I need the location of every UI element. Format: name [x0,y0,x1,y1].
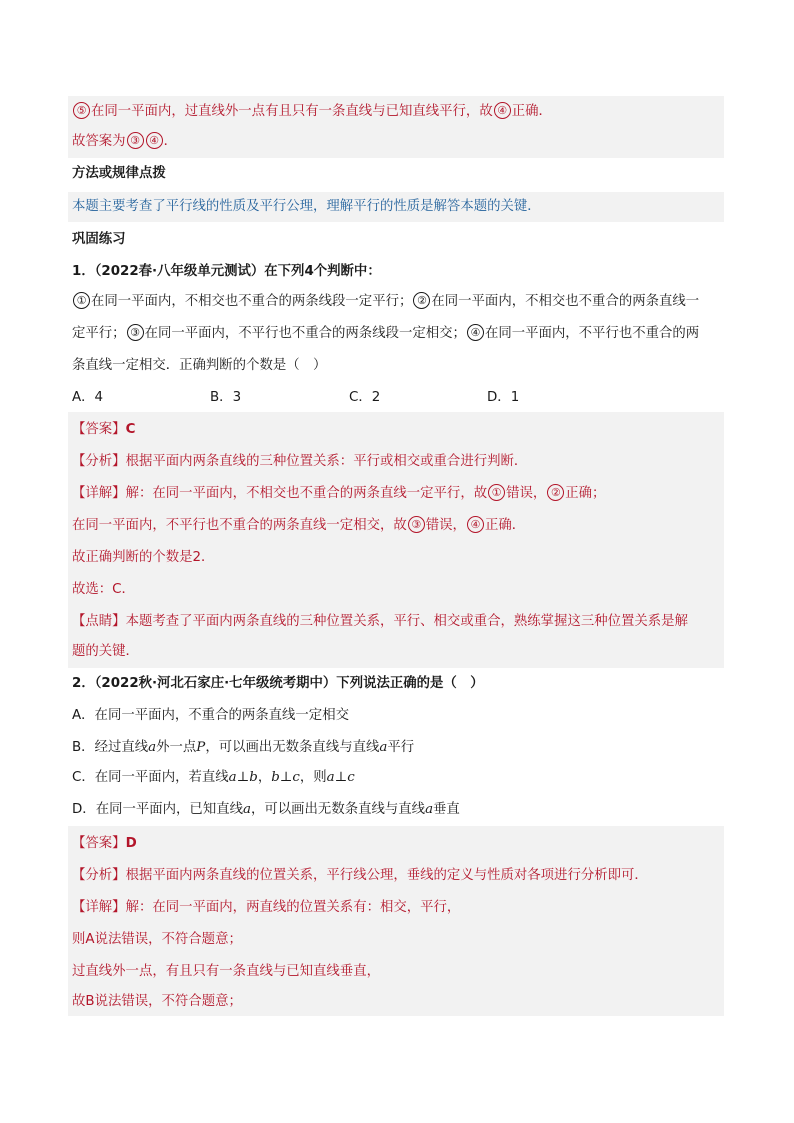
q2-option-c: C．在同一平面内，若直线a⊥b，b⊥c，则a⊥c [72,770,355,785]
method-heading: 方法或规律点拨 [72,166,166,181]
circled-number: ⑤ [73,102,90,119]
q2-detail-line-2: 则A说法错误，不符合题意； [72,932,242,947]
q1-analysis: 【分析】根据平面内两条直线的三种位置关系：平行或相交或重合进行判断． [72,454,528,469]
circled-number: ① [73,292,90,309]
q2-solution-block [68,826,724,1016]
q2-detail-line-3: 过直线外一点，有且只有一条直线与已知直线垂直， [72,964,380,979]
circled-number: ④ [146,132,163,149]
q2-option-a: A．在同一平面内，不重合的两条直线一定相交 [72,708,349,723]
q2-stem: 2．（2022秋·河北石家庄·七年级统考期中）下列说法正确的是（ ） [72,676,484,691]
q2-detail-line-4: 故B说法错误，不符合题意； [72,994,242,1009]
q1-option-c: C．2 [349,390,381,405]
q1-answer: 【答案】C [72,422,136,437]
q2-option-d: D．在同一平面内，已知直线a，可以画出无数条直线与直线a垂直 [72,802,460,817]
q1-option-b: B．3 [210,390,242,405]
q2-answer: 【答案】D [72,836,137,851]
q1-option-d: D．1 [487,390,520,405]
circled-number: ③ [127,132,144,149]
prev-solution-line-2: 故答案为 ③ ④ ． [72,134,177,149]
q1-option-a: A．4 [72,390,104,405]
q1-detail-line-1: 【详解】解：在同一平面内，不相交也不重合的两条直线一定平行，故 ① 错误， ② 正确； [72,486,606,501]
circled-number: ④ [467,324,484,341]
circled-number: ① [488,484,505,501]
q2-option-b: B．经过直线a外一点P，可以画出无数条直线与直线a平行 [72,740,415,755]
q1-detail-line-3: 故正确判断的个数是2． [72,550,215,565]
method-text: 本题主要考查了平行线的性质及平行公理，理解平行的性质是解答本题的关键． [72,199,541,214]
q2-detail-line-1: 【详解】解：在同一平面内，两直线的位置关系有：相交，平行， [72,900,461,915]
q1-comment-line-1: 【点睛】本题考查了平面内两条直线的三种位置关系，平行、相交或重合，熟练掌握这三种位置关系是解 [72,614,688,629]
q1-detail-line-4: 故选：C． [72,582,135,597]
prev-solution-line-1: ⑤ 在同一平面内，过直线外一点有且只有一条直线与已知直线平行，故 ④ 正确． [72,102,724,122]
q1-detail-line-2: 在同一平面内，不平行也不重合的两条直线一定相交，故 ③ 错误， ④ 正确． [72,518,526,533]
q2-analysis: 【分析】根据平面内两条直线的位置关系，平行线公理，垂线的定义与性质对各项进行分析即可． [72,868,648,883]
q1-body-line-3: 条直线一定相交．正确判断的个数是（ ） [72,358,327,373]
circled-number: ③ [127,324,144,341]
q1-body-line-2: 定平行； ③ 在同一平面内，不平行也不重合的两条线段一定相交； ④ 在同一平面内，不平行也不重合的两 [72,326,700,341]
q1-comment-line-2: 题的关键． [72,644,139,659]
circled-number: ④ [467,516,484,533]
circled-number: ② [413,292,430,309]
q1-body-line-1: ① 在同一平面内，不相交也不重合的两条线段一定平行； ② 在同一平面内，不相交也不重合的两条直线一 [72,292,724,312]
circled-number: ③ [408,516,425,533]
circled-number: ② [547,484,564,501]
circled-number: ④ [494,102,511,119]
practice-heading: 巩固练习 [72,232,126,247]
q1-stem: 1．（2022春·八年级单元测试）在下列4个判断中： [72,264,381,279]
